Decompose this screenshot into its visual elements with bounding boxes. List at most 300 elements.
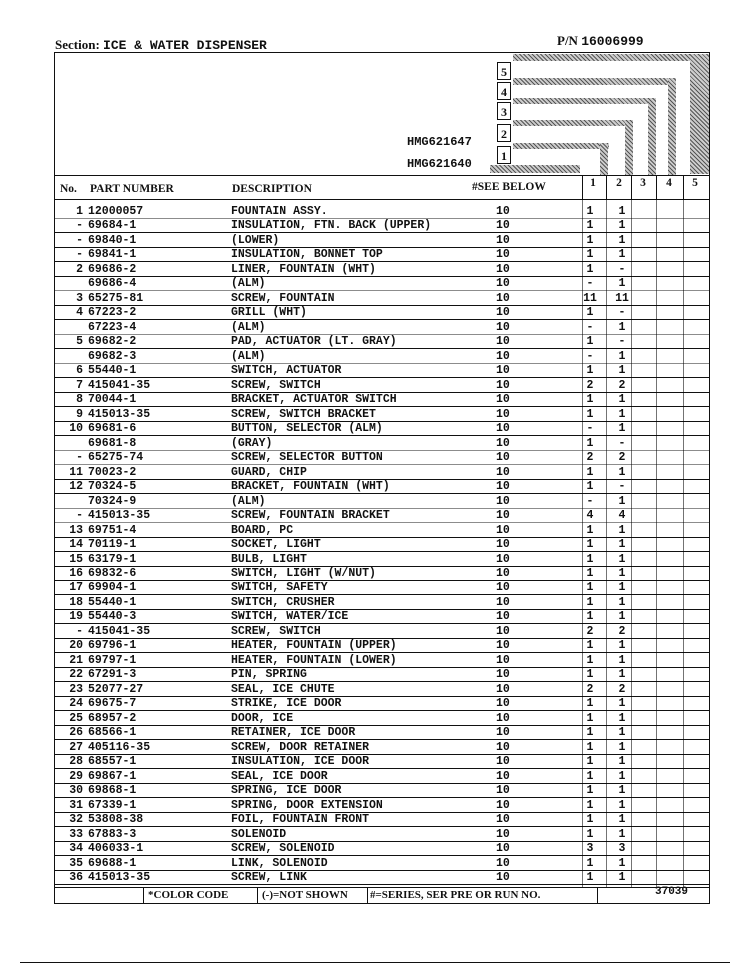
part-number: 67883-3 xyxy=(88,827,137,841)
col-header-model-4: 4 xyxy=(666,177,672,189)
qty-model-1: 1 xyxy=(586,856,594,870)
item-number: - xyxy=(76,451,83,465)
qty-model-2: 1 xyxy=(618,639,626,653)
stair-shade-4 xyxy=(513,78,673,85)
part-description: FOIL, FOUNTAIN FRONT xyxy=(231,813,370,827)
item-number: 29 xyxy=(69,769,83,783)
item-number: 32 xyxy=(69,813,83,827)
item-number: 23 xyxy=(69,682,83,696)
step-box-4: 4 xyxy=(497,82,511,100)
item-number: 13 xyxy=(69,523,83,537)
qty-model-2: 3 xyxy=(618,842,626,856)
item-number: - xyxy=(76,624,83,638)
qty-model-1: 1 xyxy=(586,639,594,653)
qty-model-1: 1 xyxy=(586,697,594,711)
see-below-code: 10 xyxy=(496,436,510,450)
part-number: 70324-5 xyxy=(88,480,137,494)
part-description: BUTTON, SELECTOR (ALM) xyxy=(231,422,383,436)
qty-model-1: 1 xyxy=(586,711,594,725)
qty-model-1: 1 xyxy=(586,653,594,667)
see-below-code: 10 xyxy=(496,871,510,885)
part-description: SCREW, DOOR RETAINER xyxy=(231,740,370,754)
qty-model-1: 1 xyxy=(586,407,594,421)
row-rule xyxy=(55,884,709,885)
qty-model-2: 2 xyxy=(618,451,626,465)
see-below-code: 10 xyxy=(496,581,510,595)
part-number: 53808-38 xyxy=(88,813,144,827)
pn-label: P/N xyxy=(557,33,578,48)
part-number: 70044-1 xyxy=(88,393,137,407)
part-description: SWITCH, SAFETY xyxy=(231,581,328,595)
part-description: SCREW, SWITCH xyxy=(231,624,321,638)
part-description: SWITCH, CRUSHER xyxy=(231,595,335,609)
qty-model-1: 1 xyxy=(586,393,594,407)
item-number: 28 xyxy=(69,755,83,769)
part-description: SCREW, FOUNTAIN xyxy=(231,291,335,305)
see-below-code: 10 xyxy=(496,306,510,320)
part-description: SWITCH, LIGHT (W/NUT) xyxy=(231,567,376,580)
see-below-code: 10 xyxy=(496,726,510,740)
stair-shade-1 xyxy=(513,143,609,149)
part-number: 70324-9 xyxy=(88,494,137,508)
see-below-code: 10 xyxy=(496,335,510,349)
see-below-code: 10 xyxy=(496,205,510,218)
see-below-code: 10 xyxy=(496,378,510,392)
see-below-code: 10 xyxy=(496,219,510,233)
item-number: 8 xyxy=(76,393,83,407)
part-description: SCREW, SWITCH BRACKET xyxy=(231,407,376,421)
see-below-code: 10 xyxy=(496,769,510,783)
qty-model-2: - xyxy=(618,480,626,494)
item-number: 10 xyxy=(69,422,83,436)
part-number: 69688-1 xyxy=(88,856,137,870)
qty-model-2: 1 xyxy=(618,610,626,624)
item-number: 17 xyxy=(69,581,83,595)
part-number: 12000057 xyxy=(88,205,144,218)
qty-model-2: - xyxy=(618,306,626,320)
qty-model-1: 2 xyxy=(586,624,594,638)
stair-shade-2 xyxy=(513,120,631,126)
part-number: 405116-35 xyxy=(88,740,151,754)
qty-model-2: 1 xyxy=(618,668,626,682)
part-number: 406033-1 xyxy=(88,842,144,856)
item-number: 24 xyxy=(69,697,83,711)
qty-model-1: 1 xyxy=(586,364,594,378)
part-description: SEAL, ICE DOOR xyxy=(231,769,328,783)
see-below-code: 10 xyxy=(496,639,510,653)
item-number: 15 xyxy=(69,552,83,566)
qty-model-2: 1 xyxy=(618,784,626,798)
qty-model-1: 1 xyxy=(586,755,594,769)
body-col-sep-5 xyxy=(683,199,684,887)
body-col-sep-1 xyxy=(582,199,583,887)
col-sep-1 xyxy=(582,175,583,199)
part-description: (ALM) xyxy=(231,320,266,334)
col-header-description: DESCRIPTION xyxy=(232,183,312,195)
qty-model-2: 1 xyxy=(618,219,626,233)
part-number: 415013-35 xyxy=(88,509,151,523)
part-description: HEATER, FOUNTAIN (LOWER) xyxy=(231,653,397,667)
item-number: 33 xyxy=(69,827,83,841)
item-number: 18 xyxy=(69,595,83,609)
part-number: 67223-4 xyxy=(88,320,137,334)
part-number: 69681-8 xyxy=(88,436,137,450)
item-number: 12 xyxy=(69,480,83,494)
part-description: INSULATION, FTN. BACK (UPPER) xyxy=(231,219,432,233)
step-box-2: 2 xyxy=(497,124,511,142)
part-number: 55440-1 xyxy=(88,595,137,609)
footer-series-note: #=SERIES, SER PRE OR RUN NO. xyxy=(370,889,541,901)
qty-model-2: 1 xyxy=(618,494,626,508)
part-number: 69797-1 xyxy=(88,653,137,667)
qty-model-2: 1 xyxy=(618,726,626,740)
see-below-code: 10 xyxy=(496,233,510,247)
body-col-sep-2 xyxy=(606,199,607,887)
col-header-no: No. xyxy=(60,183,77,195)
part-number: 415041-35 xyxy=(88,624,151,638)
part-description: SCREW, SELECTOR BUTTON xyxy=(231,451,383,465)
qty-model-1: 2 xyxy=(586,682,594,696)
qty-model-1: 1 xyxy=(586,740,594,754)
qty-model-1: 1 xyxy=(586,335,594,349)
part-number: 55440-1 xyxy=(88,364,137,378)
qty-model-1: - xyxy=(586,494,594,508)
part-number: 63179-1 xyxy=(88,552,137,566)
see-below-code: 10 xyxy=(496,740,510,754)
part-number: 415013-35 xyxy=(88,407,151,421)
body-col-sep-4 xyxy=(656,199,657,887)
qty-model-1: 1 xyxy=(586,668,594,682)
qty-model-2: 1 xyxy=(618,798,626,812)
part-number: 69684-1 xyxy=(88,219,137,233)
qty-model-2: 1 xyxy=(618,711,626,725)
col-header-see-below: #SEE BELOW xyxy=(472,181,546,193)
qty-model-2: 1 xyxy=(618,248,626,262)
part-number: 69675-7 xyxy=(88,697,137,711)
part-number: 52077-27 xyxy=(88,682,144,696)
item-number: - xyxy=(76,248,83,262)
see-below-code: 10 xyxy=(496,784,510,798)
qty-model-1: 1 xyxy=(586,581,594,595)
part-number: 69796-1 xyxy=(88,639,137,653)
page-bottom-rule xyxy=(20,962,730,963)
part-number: 55440-3 xyxy=(88,610,137,624)
col-sep-2 xyxy=(606,175,607,199)
part-number: 69686-4 xyxy=(88,277,137,291)
item-number: 30 xyxy=(69,784,83,798)
part-number: 69868-1 xyxy=(88,784,137,798)
item-number: 31 xyxy=(69,798,83,812)
item-number: 22 xyxy=(69,668,83,682)
part-number: 69751-4 xyxy=(88,523,137,537)
qty-model-1: 1 xyxy=(586,248,594,262)
qty-model-2: - xyxy=(618,262,626,276)
item-number: 26 xyxy=(69,726,83,740)
stair-shade-3 xyxy=(513,98,653,104)
stair-shade-col2 xyxy=(625,120,633,175)
part-number: 65275-74 xyxy=(88,451,144,465)
footer-not-shown: (-)=NOT SHOWN xyxy=(262,889,348,901)
col-sep-3 xyxy=(631,175,632,199)
part-description: SPRING, DOOR EXTENSION xyxy=(231,798,383,812)
col-sep-4 xyxy=(656,175,657,199)
qty-model-2: 1 xyxy=(618,407,626,421)
part-description: DOOR, ICE xyxy=(231,711,294,725)
see-below-code: 10 xyxy=(496,813,510,827)
footer-color-code: *COLOR CODE xyxy=(148,889,229,901)
qty-model-2: 1 xyxy=(618,233,626,247)
part-description: BULB, LIGHT xyxy=(231,552,307,566)
part-description: PAD, ACTUATOR (LT. GRAY) xyxy=(231,335,397,349)
part-number: 67291-3 xyxy=(88,668,137,682)
footer-sep-2 xyxy=(257,887,258,903)
stair-shade-col5 xyxy=(690,54,709,174)
part-description: SEAL, ICE CHUTE xyxy=(231,682,335,696)
part-number: 69686-2 xyxy=(88,262,137,276)
qty-model-1: 11 xyxy=(583,291,597,305)
qty-model-2: 1 xyxy=(618,871,626,885)
qty-model-2: 1 xyxy=(618,827,626,841)
qty-model-2: 1 xyxy=(618,755,626,769)
see-below-code: 10 xyxy=(496,393,510,407)
stair-shade-base xyxy=(490,165,580,173)
part-description: BOARD, PC xyxy=(231,523,294,537)
part-description: INSULATION, BONNET TOP xyxy=(231,248,383,262)
part-number: 415013-35 xyxy=(88,871,151,885)
qty-model-1: 1 xyxy=(586,595,594,609)
see-below-code: 10 xyxy=(496,595,510,609)
qty-model-1: 4 xyxy=(586,509,594,523)
item-number: 16 xyxy=(69,567,83,580)
part-description: SWITCH, ACTUATOR xyxy=(231,364,342,378)
item-number: 14 xyxy=(69,538,83,552)
part-number: 69832-6 xyxy=(88,567,137,580)
see-below-code: 10 xyxy=(496,798,510,812)
item-number: 20 xyxy=(69,639,83,653)
part-description: SWITCH, WATER/ICE xyxy=(231,610,349,624)
section-label: Section: xyxy=(55,37,100,52)
see-below-code: 10 xyxy=(496,697,510,711)
item-number: 25 xyxy=(69,711,83,725)
part-number: 69867-1 xyxy=(88,769,137,783)
see-below-code: 10 xyxy=(496,827,510,841)
qty-model-2: 1 xyxy=(618,697,626,711)
qty-model-2: - xyxy=(618,335,626,349)
step-box-5: 5 xyxy=(497,62,511,80)
qty-model-1: 1 xyxy=(586,827,594,841)
item-number: 9 xyxy=(76,407,83,421)
see-below-code: 10 xyxy=(496,552,510,566)
qty-model-1: 1 xyxy=(586,610,594,624)
qty-model-1: 1 xyxy=(586,813,594,827)
part-description: GUARD, CHIP xyxy=(231,465,307,479)
part-description: LINER, FOUNTAIN (WHT) xyxy=(231,262,376,276)
qty-model-1: 1 xyxy=(586,726,594,740)
item-number: 21 xyxy=(69,653,83,667)
qty-model-2: 1 xyxy=(618,813,626,827)
item-number: - xyxy=(76,219,83,233)
col-sep-5 xyxy=(683,175,684,199)
part-number: 70023-2 xyxy=(88,465,137,479)
part-number: 65275-81 xyxy=(88,291,144,305)
item-number: 34 xyxy=(69,842,83,856)
qty-model-1: 2 xyxy=(586,451,594,465)
item-number: 3 xyxy=(76,291,83,305)
part-description: SCREW, SWITCH xyxy=(231,378,321,392)
part-description: (ALM) xyxy=(231,349,266,363)
column-header-divider xyxy=(55,199,709,200)
part-description: PIN, SPRING xyxy=(231,668,307,682)
see-below-code: 10 xyxy=(496,523,510,537)
qty-model-2: 1 xyxy=(618,552,626,566)
item-number: 1 xyxy=(76,205,83,218)
qty-model-1: 1 xyxy=(586,523,594,537)
qty-model-2: 1 xyxy=(618,567,626,580)
qty-model-1: 3 xyxy=(586,842,594,856)
col-header-model-5: 5 xyxy=(692,177,698,189)
item-number: 36 xyxy=(69,871,83,885)
qty-model-1: 1 xyxy=(586,567,594,580)
part-description: BRACKET, FOUNTAIN (WHT) xyxy=(231,480,390,494)
step-box-3: 3 xyxy=(497,102,511,120)
footer-divider xyxy=(55,887,709,888)
part-number: 69840-1 xyxy=(88,233,137,247)
see-below-code: 10 xyxy=(496,624,510,638)
item-number: - xyxy=(76,233,83,247)
see-below-code: 10 xyxy=(496,291,510,305)
part-number: 69682-3 xyxy=(88,349,137,363)
qty-model-2: 2 xyxy=(618,378,626,392)
col-header-part-number: PART NUMBER xyxy=(90,183,174,195)
part-description: (GRAY) xyxy=(231,436,273,450)
part-number: 69682-2 xyxy=(88,335,137,349)
part-number: 67223-2 xyxy=(88,306,137,320)
see-below-code: 10 xyxy=(496,856,510,870)
part-description: LINK, SOLENOID xyxy=(231,856,328,870)
qty-model-2: 1 xyxy=(618,320,626,334)
footer-sep-4 xyxy=(597,887,598,903)
qty-model-2: 1 xyxy=(618,653,626,667)
col-header-model-1: 1 xyxy=(590,177,596,189)
see-below-code: 10 xyxy=(496,320,510,334)
part-number: 67339-1 xyxy=(88,798,137,812)
qty-model-1: 1 xyxy=(586,219,594,233)
stair-shade-col4 xyxy=(668,78,676,175)
part-number: 68957-2 xyxy=(88,711,137,725)
part-number: 69841-1 xyxy=(88,248,137,262)
see-below-code: 10 xyxy=(496,422,510,436)
qty-model-1: 1 xyxy=(586,262,594,276)
part-description: RETAINER, ICE DOOR xyxy=(231,726,356,740)
part-description: SCREW, LINK xyxy=(231,871,307,885)
qty-model-2: 1 xyxy=(618,538,626,552)
item-number: 5 xyxy=(76,335,83,349)
col-header-model-3: 3 xyxy=(640,177,646,189)
part-number: 415041-35 xyxy=(88,378,151,392)
qty-model-2: 1 xyxy=(618,364,626,378)
qty-model-2: 2 xyxy=(618,624,626,638)
part-description: GRILL (WHT) xyxy=(231,306,307,320)
qty-model-2: 1 xyxy=(618,769,626,783)
qty-model-1: - xyxy=(586,422,594,436)
section-name: ICE & WATER DISPENSER xyxy=(103,38,267,53)
see-below-code: 10 xyxy=(496,262,510,276)
qty-model-2: 1 xyxy=(618,740,626,754)
see-below-code: 10 xyxy=(496,567,510,580)
pn-value: 16006999 xyxy=(581,34,644,49)
qty-model-2: 1 xyxy=(618,523,626,537)
model-number-2: HMG621640 xyxy=(407,157,472,171)
item-number: 27 xyxy=(69,740,83,754)
stair-shade-5 xyxy=(513,54,709,61)
item-number: 6 xyxy=(76,364,83,378)
see-below-code: 10 xyxy=(496,509,510,523)
part-description: (LOWER) xyxy=(231,233,280,247)
part-description: (ALM) xyxy=(231,277,266,291)
qty-model-1: 2 xyxy=(586,378,594,392)
part-description: (ALM) xyxy=(231,494,266,508)
item-number: 11 xyxy=(69,465,83,479)
see-below-code: 10 xyxy=(496,653,510,667)
qty-model-1: 1 xyxy=(586,871,594,885)
see-below-code: 10 xyxy=(496,682,510,696)
item-number: 2 xyxy=(76,262,83,276)
part-number: 69904-1 xyxy=(88,581,137,595)
qty-model-2: 1 xyxy=(618,393,626,407)
qty-model-1: 1 xyxy=(586,552,594,566)
part-description: SCREW, SOLENOID xyxy=(231,842,335,856)
see-below-code: 10 xyxy=(496,480,510,494)
footer-sep-1 xyxy=(143,887,144,903)
see-below-code: 10 xyxy=(496,842,510,856)
part-number: 68557-1 xyxy=(88,755,137,769)
see-below-code: 10 xyxy=(496,248,510,262)
qty-model-1: 1 xyxy=(586,436,594,450)
qty-model-2: 1 xyxy=(618,422,626,436)
qty-model-2: 1 xyxy=(618,595,626,609)
see-below-code: 10 xyxy=(496,538,510,552)
footer-sep-3 xyxy=(367,887,368,903)
qty-model-2: 1 xyxy=(618,349,626,363)
footer-page-code: 37039 xyxy=(655,886,689,898)
part-number: 68566-1 xyxy=(88,726,137,740)
model-number-1: HMG621647 xyxy=(407,135,472,149)
see-below-code: 10 xyxy=(496,277,510,291)
qty-model-2: 1 xyxy=(618,465,626,479)
part-description: HEATER, FOUNTAIN (UPPER) xyxy=(231,639,397,653)
part-description: SPRING, ICE DOOR xyxy=(231,784,342,798)
part-description: SOCKET, LIGHT xyxy=(231,538,321,552)
see-below-code: 10 xyxy=(496,711,510,725)
item-number: 4 xyxy=(76,306,83,320)
stair-shade-col3 xyxy=(648,98,656,175)
see-below-code: 10 xyxy=(496,407,510,421)
see-below-code: 10 xyxy=(496,465,510,479)
qty-model-1: 1 xyxy=(586,306,594,320)
qty-model-2: 1 xyxy=(618,205,626,218)
see-below-code: 10 xyxy=(496,610,510,624)
qty-model-2: 4 xyxy=(618,509,626,523)
qty-model-1: - xyxy=(586,277,594,291)
see-below-code: 10 xyxy=(496,668,510,682)
item-number: - xyxy=(76,509,83,523)
qty-model-1: - xyxy=(586,349,594,363)
see-below-code: 10 xyxy=(496,451,510,465)
qty-model-1: 1 xyxy=(586,538,594,552)
part-number: 69681-6 xyxy=(88,422,137,436)
qty-model-1: 1 xyxy=(586,798,594,812)
part-description: FOUNTAIN ASSY. xyxy=(231,205,328,218)
